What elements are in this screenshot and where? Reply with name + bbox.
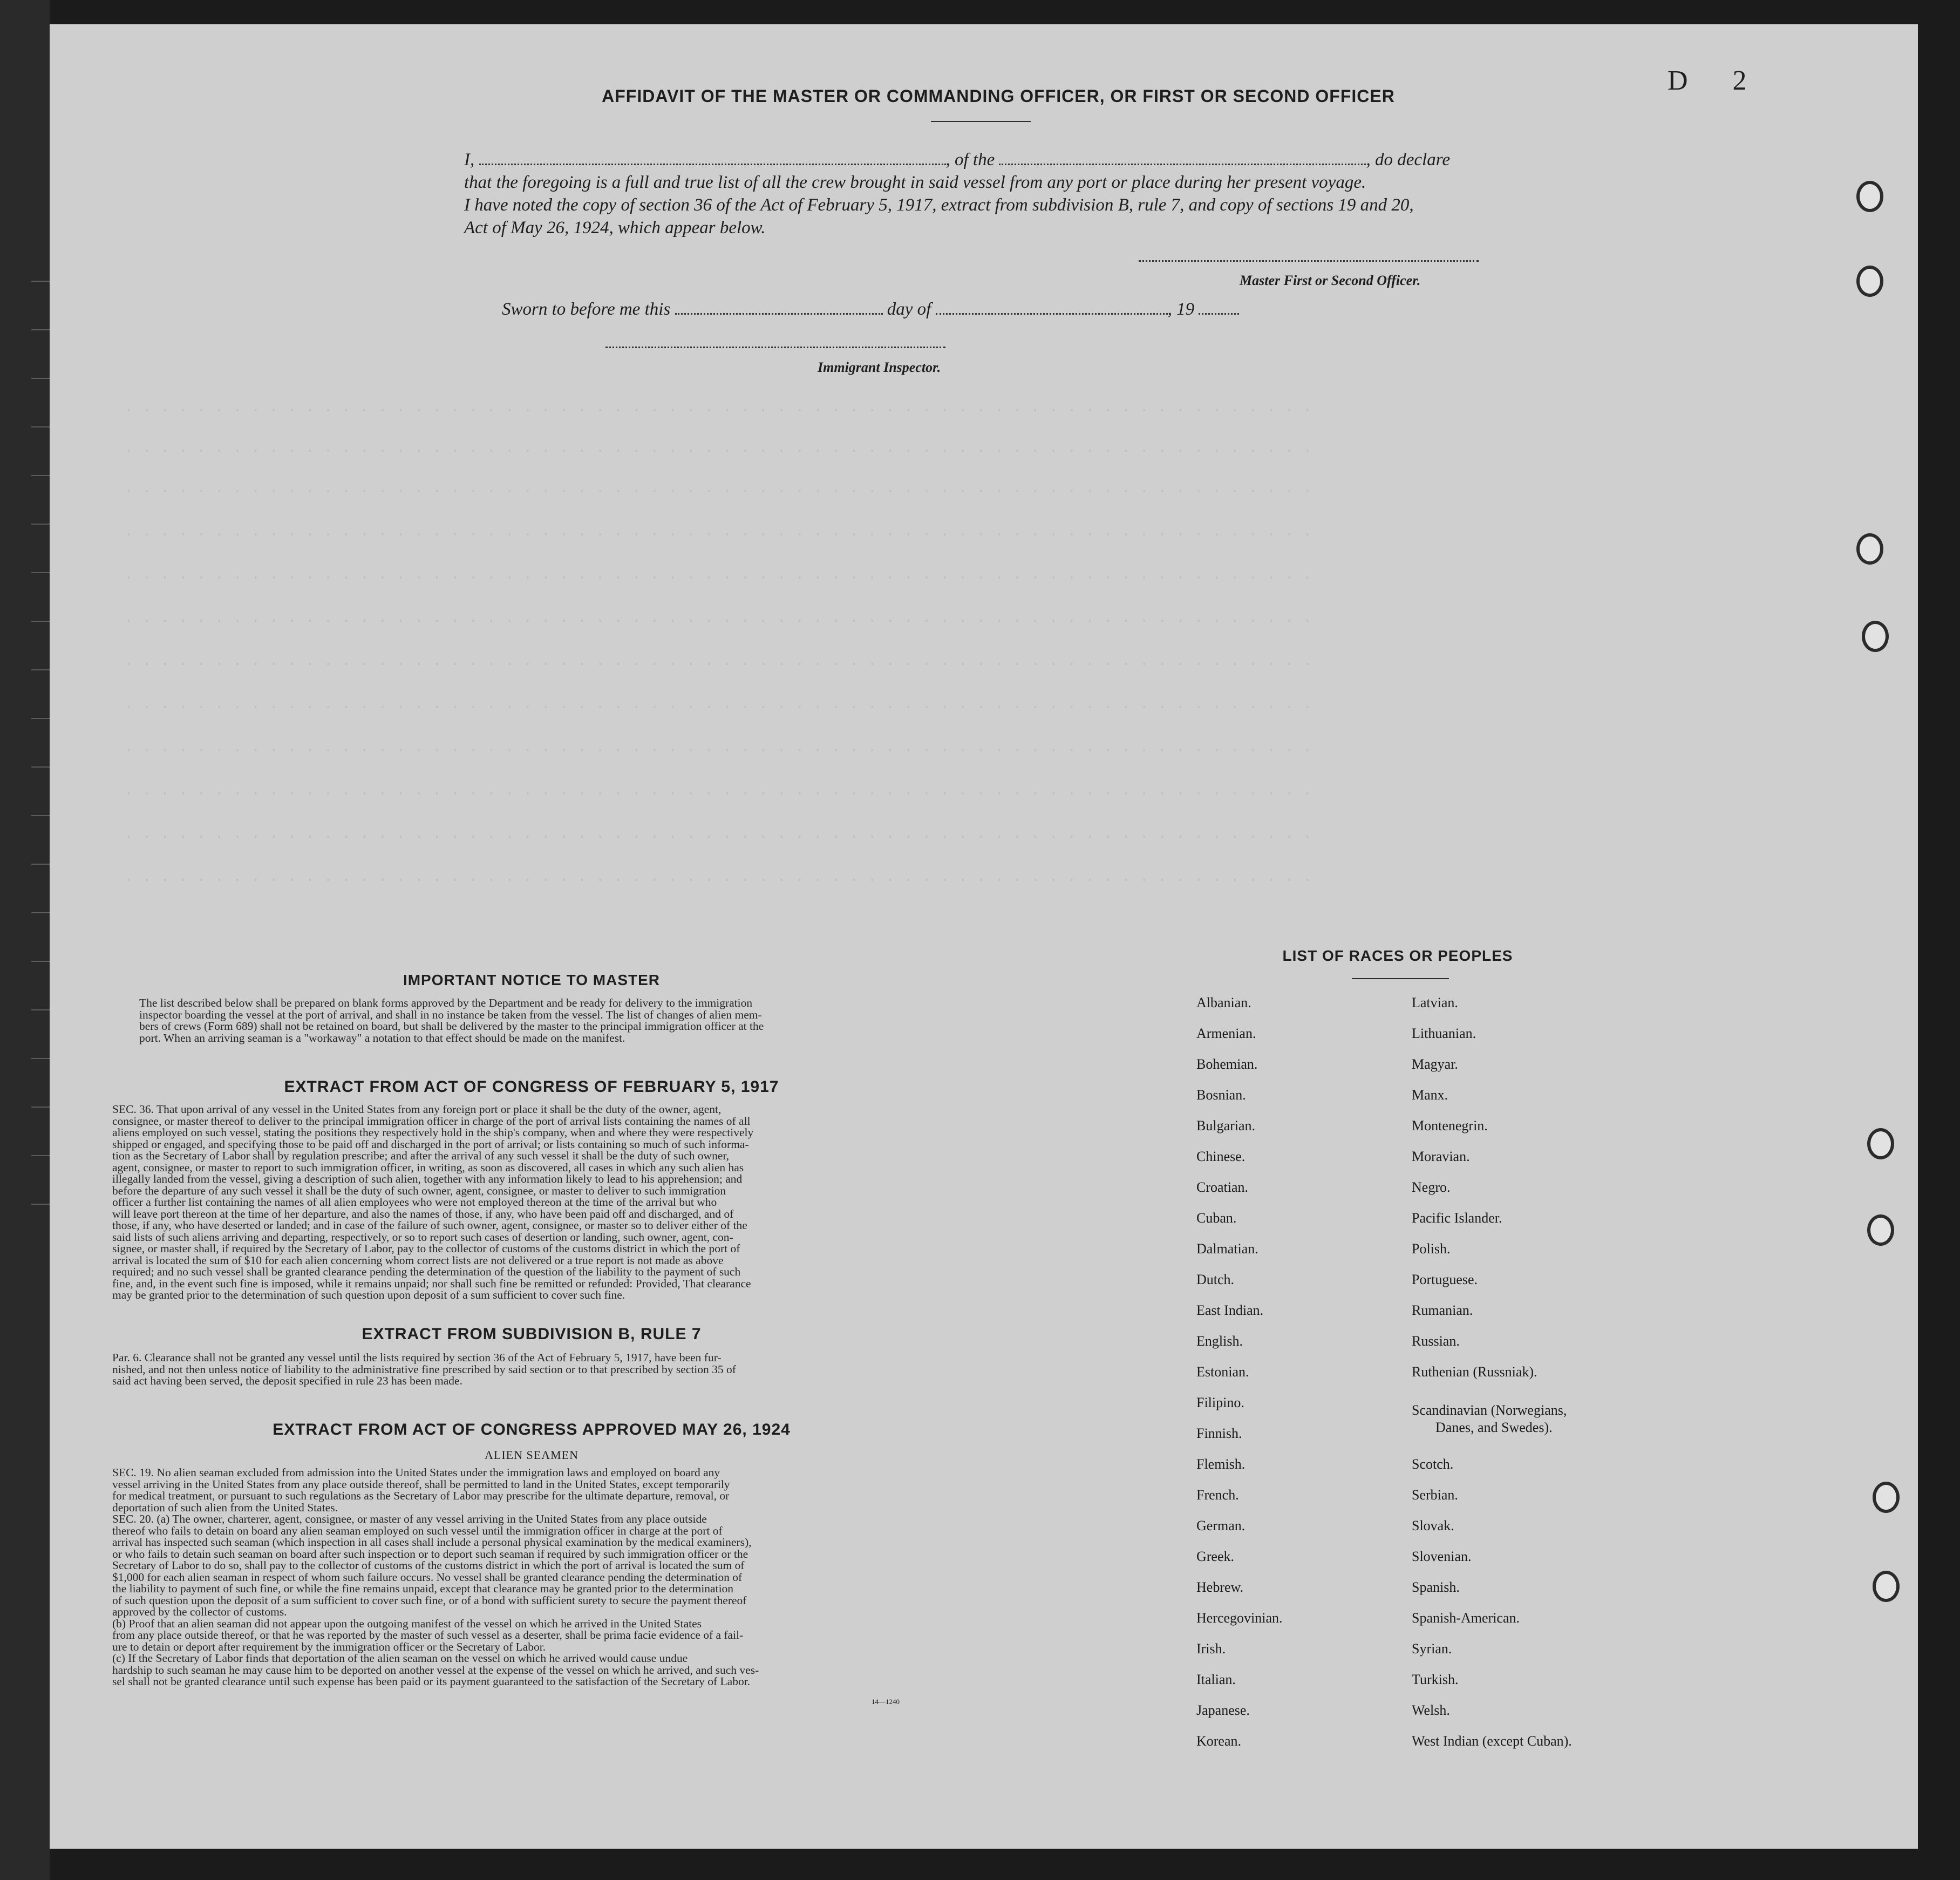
race-item-continuation: Danes, and Swedes). <box>1435 1420 1553 1435</box>
race-item: Ruthenian (Russniak). <box>1412 1364 1537 1380</box>
inspector-signature-line[interactable] <box>605 345 945 348</box>
race-item: Irish. <box>1196 1641 1226 1657</box>
declaration-line-1 <box>464 150 1450 170</box>
race-item: East Indian. <box>1196 1302 1264 1318</box>
extract-1917-title: EXTRACT FROM ACT OF CONGRESS OF FEBRUARY 5, 1917 <box>284 1078 779 1096</box>
race-item: Japanese. <box>1196 1702 1250 1718</box>
affidavit-title: AFFIDAVIT OF THE MASTER OR COMMANDING OFFICER, OR FIRST OR SECOND OFFICER <box>602 86 1395 106</box>
race-item: Slovenian. <box>1412 1549 1472 1564</box>
race-item: Bulgarian. <box>1196 1118 1256 1134</box>
race-item: Scandinavian (Norwegians, <box>1412 1402 1567 1418</box>
sworn-text: Sworn to before me this <box>502 300 671 319</box>
race-item: Turkish. <box>1412 1672 1459 1687</box>
race-item: Bosnian. <box>1196 1087 1246 1103</box>
extract-1924-text: SEC. 19. No alien seaman excluded from admission into the United States under the immigration laws and employed on board any vessel arriving in the United States from any place outside thereof, shall be permitted to land in the United States, except temporarily for medical treatment, or pursuant to such regulations as the Secretary of Labor may prescribe for the ultimate departure, removal, or deportation of such alien from the United States. SEC. 20. (a) The owner, charterer, agent, consignee, or master of any vessel arriving in the United States from any place outside thereof who fails to detain on board any alien seaman employed on such vessel until the immigration officer in charge at the port of arrival has inspected such seaman (which inspection in all cases shall include a personal physical examination by the medical examiners), or who fails to detain such seaman on board after such inspection or to deport such seaman if required by such immigration officer or the Secretary of Labor to do so, shall pay to the collector of customs of the customs district in which the port of arrival is located the sum of $1,000 for each alien seaman in respect of whom such failure occurs. No vessel shall be granted clearance pending the determination of the liability to payment of such fine, or while the fine remains unpaid, except that clearance may be granted prior to the determination of such question upon the deposit of a sum sufficient to cover such fine, or of a bond with sufficient surety to secure the payment thereof approved by the collector of customs. (b) Proof that an alien seaman did not appear upon the outgoing manifest of the vessel on which he arrived in the United States from any place outside thereof, or that he was reported by the master of such vessel as a deserter, shall be prima facie evidence of a fail- ure to detain or deport after requirement by the immigration officer or the Secretary of Labor. (c) If the Secretary of Labor finds that deportation of the alien seaman on the vessel on which he arrived would cause undue hardship to such seaman he may cause him to be deported on another vessel at the expense of the vessel on which he arrived, and such ves- sel shall not be granted clearance until such expense has been paid or its payment guaranteed to the satisfaction of the Secretary of Labor. <box>112 1466 759 1688</box>
punch-hole <box>1862 621 1889 652</box>
race-item: Montenegrin. <box>1412 1118 1488 1134</box>
race-item: Cuban. <box>1196 1210 1237 1226</box>
punch-hole <box>1873 1482 1900 1513</box>
decl-end: , do declare <box>1366 150 1450 169</box>
race-item: Hebrew. <box>1196 1579 1244 1595</box>
race-item: Scotch. <box>1412 1456 1454 1472</box>
punch-hole <box>1856 533 1883 565</box>
race-item: Negro. <box>1412 1179 1451 1195</box>
race-item: Lithuanian. <box>1412 1026 1476 1041</box>
race-item: Spanish. <box>1412 1579 1460 1595</box>
decl-i: I, <box>464 150 475 169</box>
race-item: Croatian. <box>1196 1179 1249 1195</box>
race-item: Moravian. <box>1412 1149 1470 1164</box>
race-item: French. <box>1196 1487 1239 1503</box>
race-item: Manx. <box>1412 1087 1448 1103</box>
officer-label: Master First or Second Officer. <box>1240 273 1421 288</box>
punch-hole <box>1867 1214 1894 1246</box>
sworn-line <box>502 300 1239 320</box>
race-item: Dutch. <box>1196 1272 1235 1287</box>
punch-hole <box>1873 1571 1900 1602</box>
race-item: Portuguese. <box>1412 1272 1478 1287</box>
sworn-year-field[interactable] <box>1199 301 1239 315</box>
race-item: Spanish-American. <box>1412 1610 1520 1626</box>
race-item: Albanian. <box>1196 995 1251 1010</box>
sworn-day: day of <box>887 300 931 319</box>
race-item: Italian. <box>1196 1672 1236 1687</box>
punch-hole <box>1867 1128 1894 1159</box>
race-item: Latvian. <box>1412 995 1458 1010</box>
sworn-day-field[interactable] <box>675 301 883 315</box>
declaration-line-3: I have noted the copy of section 36 of the Act of February 5, 1917, extract from subdivision B, rule 7, and copy of sections 19 and 20, <box>464 195 1414 215</box>
race-item: Hercegovinian. <box>1196 1610 1283 1626</box>
races-title: LIST OF RACES OR PEOPLES <box>1282 947 1513 964</box>
race-item: Serbian. <box>1412 1487 1458 1503</box>
race-item: Russian. <box>1412 1333 1460 1349</box>
alien-seamen-subtitle: ALIEN SEAMEN <box>485 1448 579 1462</box>
punch-hole <box>1856 181 1883 212</box>
race-item: Filipino. <box>1196 1395 1244 1410</box>
race-item: Welsh. <box>1412 1702 1450 1718</box>
declaration-line-4: Act of May 26, 1924, which appear below. <box>464 218 766 237</box>
decl-of: , of the <box>945 150 995 169</box>
notice-title: IMPORTANT NOTICE TO MASTER <box>403 972 661 988</box>
race-item: Chinese. <box>1196 1149 1246 1164</box>
race-item: Dalmatian. <box>1196 1241 1258 1257</box>
rule7-text: Par. 6. Clearance shall not be granted any vessel until the lists required by section 36 of the Act of February 5, 1917, have been fur- nished, and not then unless notice of liability to the administrative fine prescribed by said section or to that prescribed by section 35 of said act having been served, the deposit specified in rule 23 has been made. <box>112 1351 736 1387</box>
sworn-month-field[interactable] <box>936 301 1168 315</box>
race-item: Polish. <box>1412 1241 1451 1257</box>
officer-signature-line[interactable] <box>1139 259 1479 262</box>
race-item: Pacific Islander. <box>1412 1210 1502 1226</box>
inspector-label: Immigrant Inspector. <box>818 359 941 375</box>
form-number: 14—1240 <box>872 1698 900 1706</box>
notice-text: The list described below shall be prepared on blank forms approved by the Department and be ready for delivery to the immigration inspector boarding the vessel at the port of arrival, and shall in no instance be taken from the vessel. The list of changes of alien mem- bers of crews (Form 689) shall not be retained on board, but shall be delivered by the master to the principal immigration officer at the port. When an arriving seaman is a "workaway" a notation to that effect should be made on the manifest. <box>139 996 764 1044</box>
race-item: Armenian. <box>1196 1026 1256 1041</box>
extract-1917-text: SEC. 36. That upon arrival of any vessel in the United States from any foreign port or place it shall be the duty of the owner, agent, consignee, or master thereof to deliver to the principal immigration officer in charge of the port of arrival lists containing the names of all aliens employed on such vessel, stating the positions they respectively hold in the ship's company, when and where they were respectively shipped or engaged, and specifying those to be paid off and discharged in the port of arrival; or lists containing so much of such informa- tion as the Secretary of Labor shall by regulation prescribe; and after the arrival of any such vessel it shall be the duty of such owner, agent, consignee, or master to report to such immigration officer, in writing, as soon as discovered, all cases in which any such alien has illegally landed from the vessel, giving a description of such alien, together with any information likely to lead to his apprehension; and before the departure of any such vessel it shall be the duty of such owner, agent, consignee, or master to deliver to such immigration officer a further list containing the names of all alien employees who were not employed thereon at the time of the arrival but who will leave port thereon at the time of her departure, and also the names of those, if any, who have been paid off and discharged, and of those, if any, who have deserted or landed; and in case of the failure of such owner, agent, consignee, or master so to deliver either of the said lists of such aliens arriving and departing, respectively, or so to report such cases of desertion or landing, such owner, agent, con- signee, or master shall, if required by the Secretary of Labor, pay to the collector of customs of the customs district in which the port of arrival is located the sum of $10 for each alien concerning whom correct lists are not delivered or a true report is not made as above required; and no such vessel shall be granted clearance pending the determination of the question of the liability to the payment of such fine, and, in the event such fine is imposed, while it remains unpaid; nor shall such fine be remitted or refunded: Provided, That clearance may be granted prior to the determination of such question upon deposit of a sum sufficient to cover such fine. <box>112 1103 754 1301</box>
race-item: German. <box>1196 1518 1246 1533</box>
race-item: Finnish. <box>1196 1426 1242 1441</box>
rule7-title: EXTRACT FROM SUBDIVISION B, RULE 7 <box>362 1325 702 1343</box>
race-item: Korean. <box>1196 1733 1242 1749</box>
race-item: Syrian. <box>1412 1641 1452 1657</box>
race-item: Bohemian. <box>1196 1056 1258 1072</box>
race-item: Greek. <box>1196 1549 1235 1564</box>
name-field[interactable] <box>479 152 946 165</box>
race-item: Magyar. <box>1412 1056 1458 1072</box>
declaration-line-2: that the foregoing is a full and true list of all the crew brought in said vessel from any port or place during her present voyage. <box>464 173 1366 192</box>
extract-1924-title: EXTRACT FROM ACT OF CONGRESS APPROVED MAY 26, 1924 <box>273 1421 791 1438</box>
race-item: West Indian (except Cuban). <box>1412 1733 1572 1749</box>
sworn-year: , 19 <box>1167 300 1195 319</box>
race-item: Rumanian. <box>1412 1302 1473 1318</box>
race-item: Slovak. <box>1412 1518 1454 1533</box>
race-item: Flemish. <box>1196 1456 1246 1472</box>
left-binding-edge <box>0 0 50 1880</box>
title-rule <box>931 121 1031 122</box>
races-title-rule <box>1352 978 1449 979</box>
punch-hole <box>1856 266 1883 297</box>
vessel-field[interactable] <box>999 152 1366 165</box>
corner-handwritten-marks: D 2 <box>1668 65 1747 96</box>
race-item: Estonian. <box>1196 1364 1249 1380</box>
race-item: English. <box>1196 1333 1243 1349</box>
